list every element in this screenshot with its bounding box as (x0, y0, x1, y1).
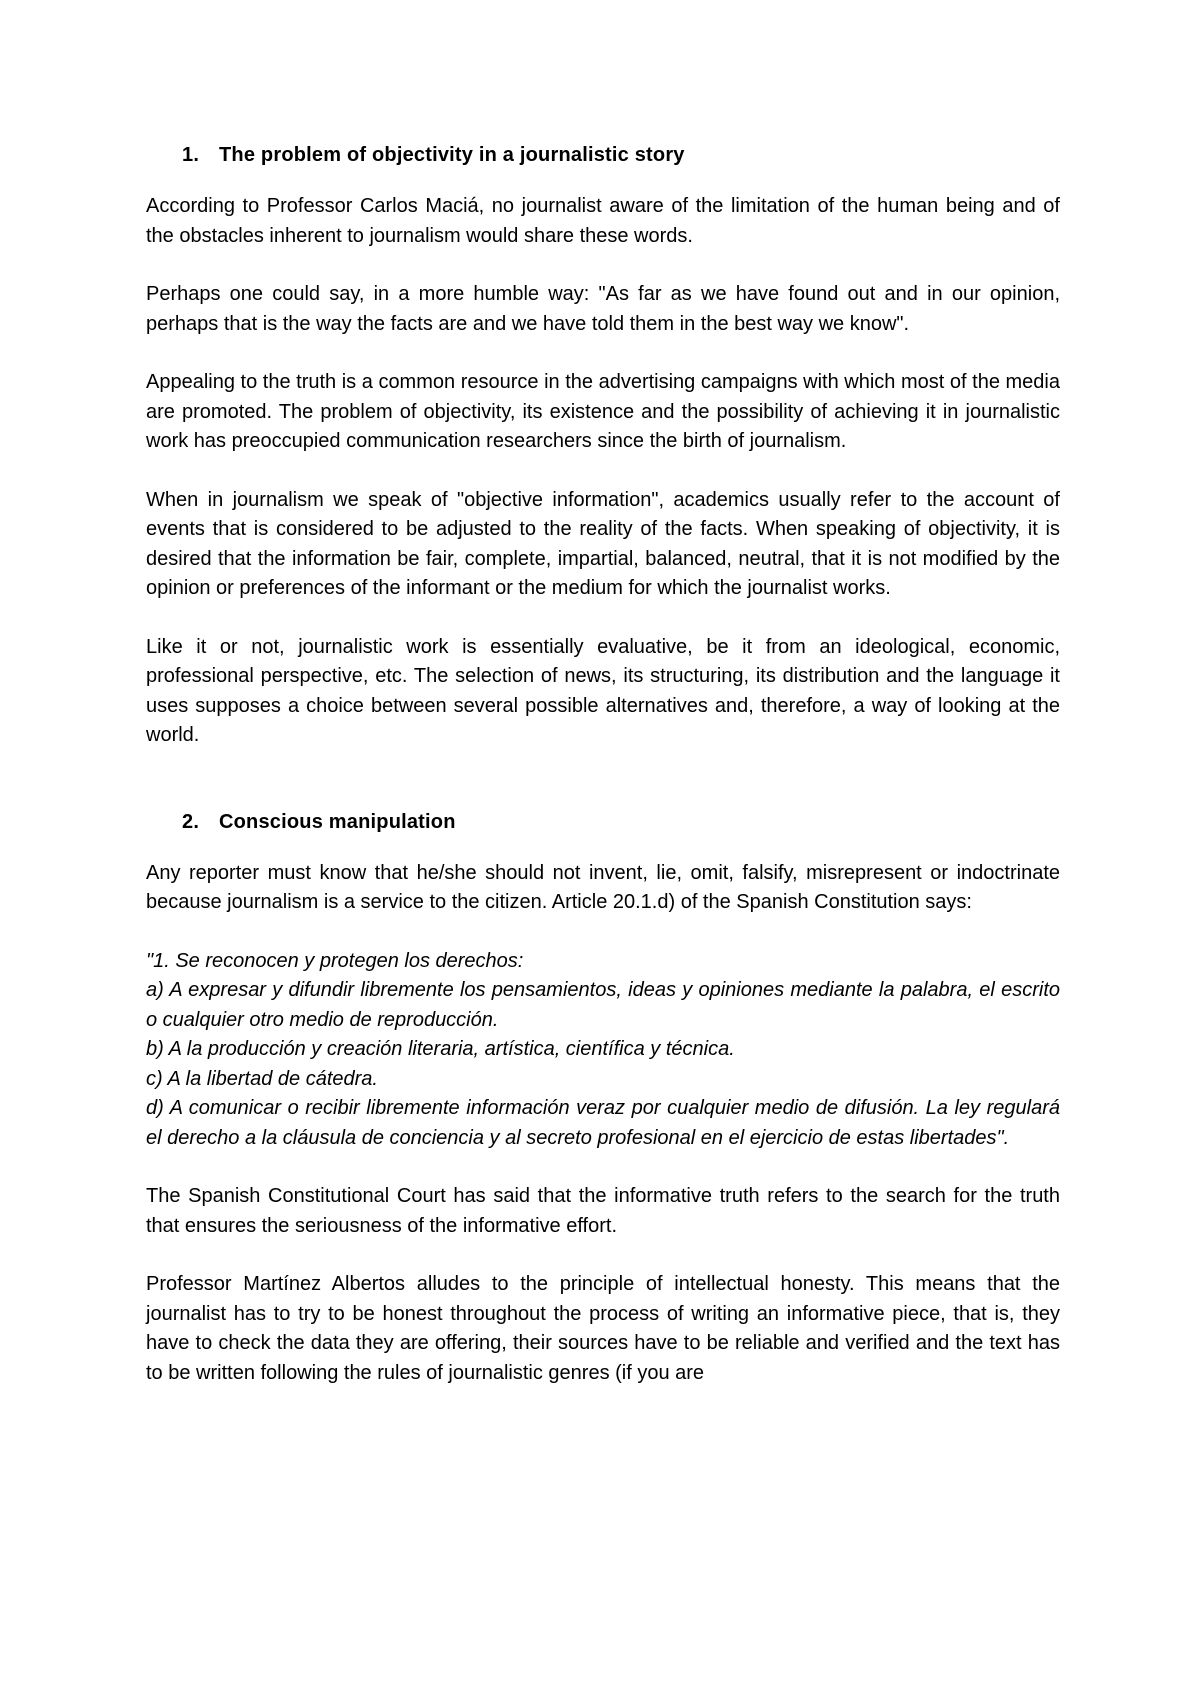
quote-line: d) A comunicar o recibir libremente información veraz por cualquier medio de difusión. La ley regulará el derecho a la cláusula de conciencia y al secreto profesional en el ejercicio de estas libertades". (146, 1097, 1060, 1149)
paragraph: According to Professor Carlos Maciá, no journalist aware of the limitation of the human being and of the obstacles inherent to journalism would share these words. (146, 195, 1060, 247)
quote-line: c) A la libertad de cátedra. (146, 1067, 378, 1090)
paragraph: Perhaps one could say, in a more humble way: "As far as we have found out and in our opinion, perhaps that is the way the facts are and we have told them in the best way we know". (146, 283, 1060, 335)
quote-line: b) A la producción y creación literaria, artística, científica y técnica. (146, 1038, 735, 1060)
quote-line: "1. Se reconocen y protegen los derechos: (146, 949, 524, 972)
document-page (146, 140, 1060, 1388)
section-number-2: 2. (182, 810, 200, 833)
constitution-quote (146, 947, 1060, 1154)
section-heading-1 (146, 140, 1060, 170)
paragraph: Appealing to the truth is a common resource in the advertising campaigns with which most of the media are promoted. The problem of objectivity, its existence and the possibility of achieving it in journalistic work has preoccupied communication researchers since the birth of journalism. (146, 371, 1060, 452)
paragraph: Professor Martínez Albertos alludes to the principle of intellectual honesty. This means that the journalist has to try to be honest throughout the process of writing an informative piece, that is, they have to check the data they are offering, their sources have to be reliable and verified and the text has to be written following the rules of journalistic genres (if you are (146, 1273, 1060, 1384)
section-title-2: Conscious manipulation (219, 810, 456, 833)
section-heading-2 (146, 807, 1060, 837)
paragraph: The Spanish Constitutional Court has said that the informative truth refers to the search for the truth that ensures the seriousness of the informative effort. (146, 1185, 1060, 1237)
section-title-1: The problem of objectivity in a journalistic story (219, 144, 685, 166)
paragraph: Any reporter must know that he/she should not invent, lie, omit, falsify, misrepresent or indoctrinate because journalism is a service to the citizen. Article 20.1.d) of the Spanish Constitution says: (146, 861, 1060, 913)
paragraph: Like it or not, journalistic work is essentially evaluative, be it from an ideological, economic, professional perspective, etc. The selection of news, its structuring, its distribution and the language it uses supposes a choice between several possible alternatives and, therefore, a way of looking at the world. (146, 635, 1060, 746)
quote-line: a) A expresar y difundir libremente los pensamientos, ideas y opiniones mediante la palabra, el escrito o cualquier otro medio de reproducción. (146, 979, 1060, 1031)
paragraph: When in journalism we speak of "objective information", academics usually refer to the account of events that is considered to be adjusted to the reality of the facts. When speaking of objectivity, it is desired that the information be fair, complete, impartial, balanced, neutral, that it is not modified by the opinion or preferences of the informant or the medium for which the journalist works. (146, 488, 1060, 599)
section-number-1: 1. (182, 144, 200, 166)
